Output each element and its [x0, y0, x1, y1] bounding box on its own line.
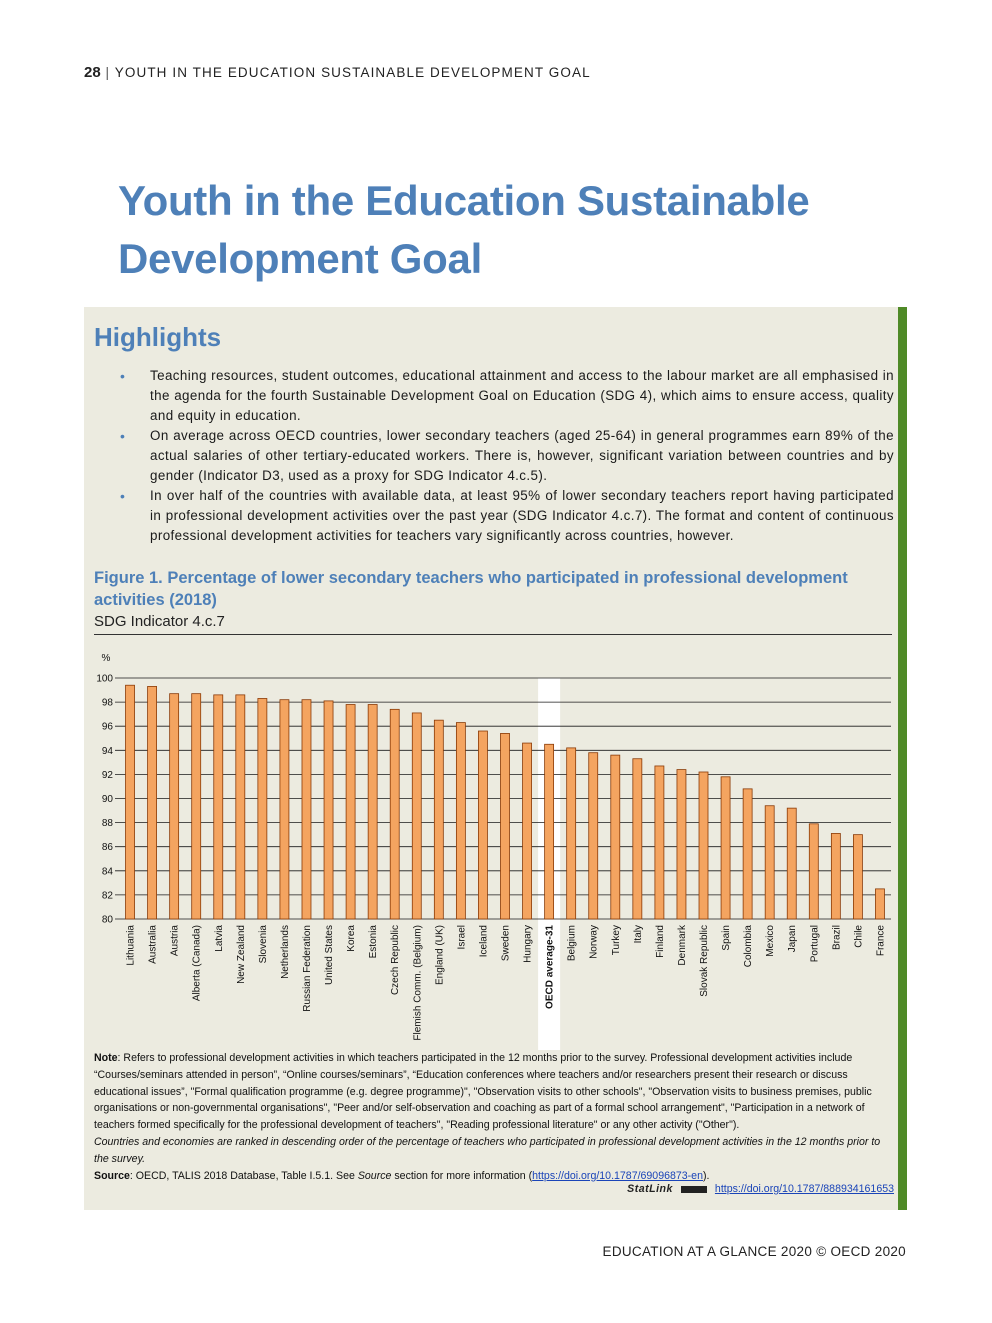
- source-text-3: ).: [702, 1169, 710, 1182]
- running-title: YOUTH IN THE EDUCATION SUSTAINABLE DEVELOPMENT GOAL: [114, 65, 591, 80]
- bar: [633, 759, 642, 919]
- bar: [192, 694, 201, 919]
- highlights-heading: Highlights: [94, 322, 222, 352]
- y-tick-label: 86: [101, 842, 113, 854]
- bar: [589, 753, 598, 919]
- y-tick-label: 92: [101, 769, 113, 781]
- y-tick-label: 88: [101, 818, 113, 830]
- bar: [368, 705, 377, 919]
- x-tick-label: Iceland: [478, 925, 490, 958]
- header-separator: |: [105, 65, 111, 80]
- bar: [412, 713, 421, 919]
- x-tick-label: New Zealand: [235, 925, 247, 984]
- x-tick-label: Flemish Comm. (Belgium): [412, 925, 424, 1041]
- bar: [170, 694, 179, 919]
- figure-subtitle: SDG Indicator 4.c.7: [94, 613, 225, 630]
- highlights-list: [120, 366, 894, 546]
- x-tick-label: Korea: [346, 925, 358, 952]
- note-text: : Refers to professional development activities in which teachers participated in the 12 months prior to the survey. Professional development activities include “Courses/seminars attended in person”, “Online courses/seminars”, “Education conferences where teachers and/or researchers present their research or discuss educational issues”, "Formal qualification programme (e.g. degree programme)", "Observation visits to other schools", "Observation visits to business premises, public organisations or non-governmental organisations", "Peer and/or self-observation and coaching as part of a formal school arrangement", "Participation in a network of teachers formed specifically for the professional development of teachers", "Reading professional literature" or any other activity ("Other").: [94, 1052, 872, 1132]
- bar: [501, 733, 510, 919]
- x-tick-label: Turkey: [610, 925, 622, 956]
- bar: [765, 806, 774, 919]
- x-tick-label: Czech Republic: [390, 925, 402, 996]
- x-tick-label: Belgium: [566, 925, 578, 962]
- source-link[interactable]: https://doi.org/10.1787/69096873-en: [532, 1169, 703, 1182]
- highlight-text: On average across OECD countries, lower secondary teachers (aged 25-64) in general programmes earn 89% of the actual salaries of other tertiary-educated workers. There is, however, significant variation between countries and by gender (Indicator D3, used as a proxy for SDG Indicator 4.c.5).: [150, 428, 894, 483]
- y-tick-label: 84: [101, 866, 113, 878]
- source-paragraph: [94, 1168, 894, 1185]
- bar: [302, 700, 311, 919]
- highlight-item: [120, 486, 894, 546]
- statlink-link[interactable]: https://doi.org/10.1787/888934161653: [714, 1183, 894, 1195]
- highlights-box-accent-bar: [898, 307, 907, 1210]
- x-tick-label: Japan: [787, 925, 799, 953]
- source-italic: Source: [357, 1169, 392, 1182]
- y-axis-label: %: [101, 653, 111, 664]
- bar: [148, 686, 157, 919]
- x-tick-label: Slovak Republic: [699, 925, 711, 997]
- x-tick-label: Lithuania: [125, 925, 137, 966]
- x-tick-label: Brazil: [831, 925, 843, 951]
- bar: [809, 824, 818, 919]
- x-tick-label: Italy: [632, 925, 644, 944]
- source-text-2: section for more information (: [394, 1169, 533, 1182]
- statlink-mark-icon: [681, 1186, 707, 1193]
- x-tick-label: Australia: [147, 925, 159, 964]
- bar: [743, 789, 752, 919]
- bar: [280, 700, 289, 919]
- highlight-text: Teaching resources, student outcomes, educational attainment and access to the labour market are all emphasised in the agenda for the fourth Sustainable Development Goal on Education (SDG 4), which aims to ensure access, quality and equity in education.: [150, 368, 894, 423]
- x-tick-label: Alberta (Canada): [191, 925, 203, 1002]
- bar-chart: [84, 640, 898, 1052]
- bar: [677, 770, 686, 919]
- note-paragraph: [94, 1050, 894, 1134]
- highlight-text: In over half of the countries with available data, at least 95% of lower secondary teachers report having participated in professional development activities over the past year (SDG Indicator 4.c.7). The format and content of continuous professional development activities for teachers vary significantly across countries, however.: [150, 488, 894, 543]
- x-tick-label: Netherlands: [279, 925, 291, 979]
- x-tick-label: Austria: [169, 925, 181, 957]
- x-tick-label: Israel: [456, 925, 468, 950]
- figure-divider: [94, 634, 892, 635]
- y-tick-label: 80: [101, 914, 113, 926]
- running-header: [84, 64, 591, 81]
- source-label: Source: [94, 1169, 130, 1182]
- x-tick-label: Latvia: [213, 925, 225, 952]
- y-tick-label: 82: [101, 890, 113, 902]
- bar: [236, 695, 245, 919]
- bar: [258, 698, 267, 919]
- figure-notes: [94, 1050, 894, 1184]
- x-tick-label: France: [875, 925, 887, 957]
- x-tick-label: United States: [324, 925, 336, 986]
- x-tick-label: Norway: [588, 925, 600, 959]
- highlight-item: [120, 366, 894, 426]
- bar: [478, 731, 487, 919]
- highlight-item: [120, 426, 894, 486]
- y-tick-label: 90: [101, 794, 113, 805]
- bar: [853, 835, 862, 919]
- bar: [390, 709, 399, 919]
- ranking-note: Countries and economies are ranked in descending order of the percentage of teachers who participated in professional development activities in the 12 months prior to the survey.: [94, 1135, 881, 1165]
- x-tick-label: Denmark: [676, 925, 688, 966]
- bar: [831, 833, 840, 919]
- x-tick-label: OECD average-31: [544, 925, 556, 1009]
- x-tick-label: Colombia: [743, 925, 755, 968]
- bullet-icon: •: [120, 368, 126, 384]
- x-tick-label: Estonia: [368, 925, 380, 959]
- x-tick-label: Russian Federation: [301, 925, 313, 1012]
- bar: [126, 685, 135, 919]
- bullet-icon: •: [120, 428, 126, 444]
- bar: [875, 889, 884, 919]
- bar: [523, 743, 532, 919]
- bar: [787, 808, 796, 919]
- bar: [346, 705, 355, 919]
- x-tick-label: Chile: [853, 925, 865, 948]
- bar: [434, 720, 443, 919]
- bar: [324, 701, 333, 919]
- page-number: 28: [84, 64, 101, 81]
- page-footer: EDUCATION AT A GLANCE 2020 © OECD 2020: [602, 1244, 906, 1259]
- y-tick-label: 96: [101, 721, 113, 733]
- x-tick-label: Spain: [721, 925, 733, 951]
- y-tick-label: 98: [101, 697, 113, 709]
- x-tick-label: Portugal: [809, 925, 821, 963]
- x-tick-label: Finland: [654, 925, 666, 958]
- bar: [456, 723, 465, 919]
- x-tick-label: Hungary: [522, 925, 534, 963]
- bar: [214, 695, 223, 919]
- bar: [699, 772, 708, 919]
- bullet-icon: •: [120, 488, 126, 504]
- source-text: : OECD, TALIS 2018 Database, Table I.5.1. See: [129, 1169, 355, 1182]
- y-tick-label: 94: [101, 745, 113, 757]
- y-tick-label: 100: [96, 673, 113, 685]
- bar: [721, 777, 730, 919]
- bar: [611, 755, 620, 919]
- x-tick-label: England (UK): [434, 925, 446, 986]
- x-tick-label: Slovenia: [257, 925, 269, 964]
- figure-title: Figure 1. Percentage of lower secondary teachers who participated in professional development activities (2018): [94, 569, 848, 609]
- page-title: Youth in the Education Sustainable Development Goal: [118, 177, 810, 282]
- statlink: [627, 1183, 894, 1195]
- x-tick-label: Mexico: [765, 925, 777, 957]
- note-label: Note: [94, 1052, 118, 1064]
- x-tick-label: Sweden: [500, 925, 512, 962]
- bar: [567, 748, 576, 919]
- statlink-logo: StatLink: [627, 1183, 673, 1195]
- bar: [655, 766, 664, 919]
- bar: [545, 744, 554, 919]
